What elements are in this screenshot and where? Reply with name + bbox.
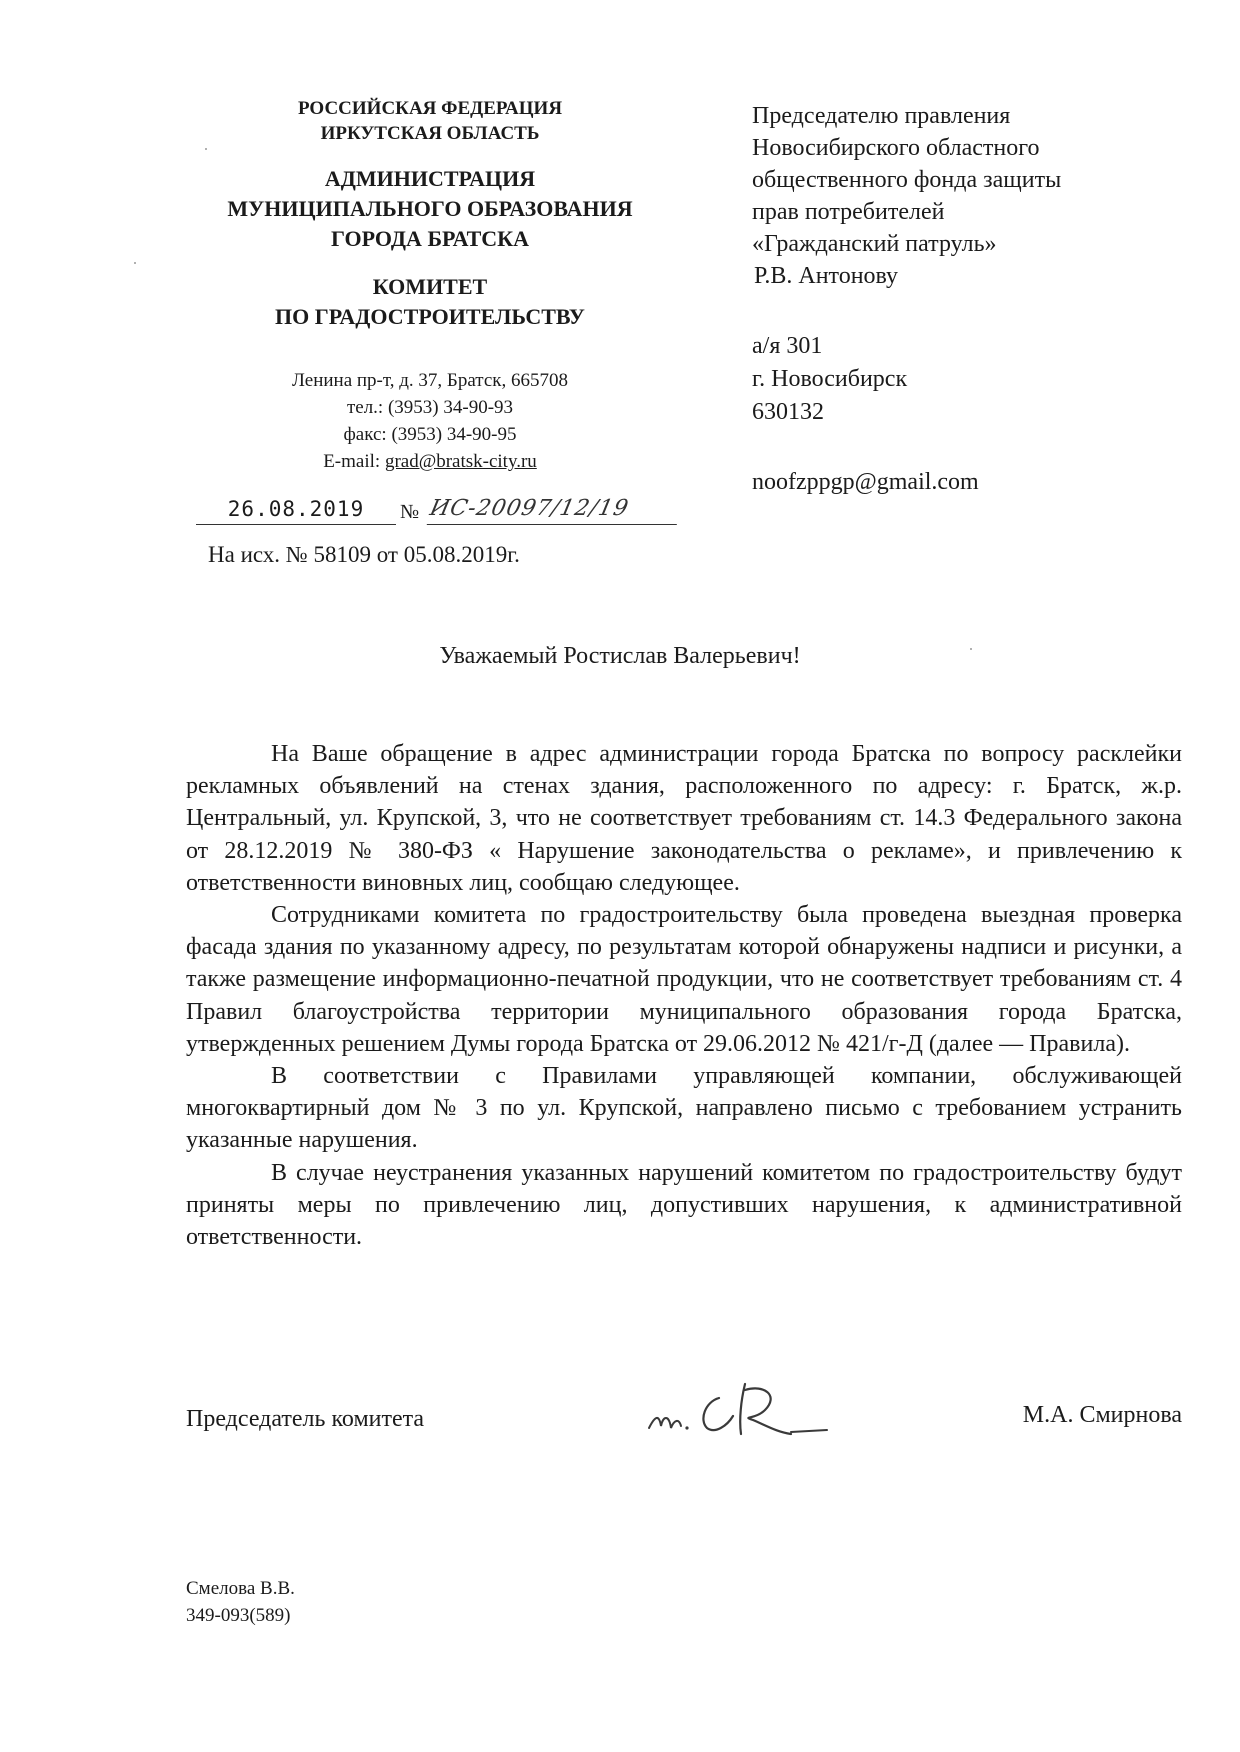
- scan-speck: [205, 148, 207, 150]
- addressee-line1: Председателю правления: [752, 103, 1011, 129]
- sender-country: РОССИЙСКАЯ ФЕДЕРАЦИЯ: [297, 98, 563, 119]
- sender-address: Ленина пр-т, д. 37, Братск, 665708: [292, 370, 568, 391]
- addressee-line2: Новосибирского областного: [752, 135, 1040, 161]
- addressee-block: [752, 100, 1061, 292]
- sender-admin-line3: ГОРОДА БРАТСКА: [331, 226, 529, 251]
- signature-row: [186, 1390, 1182, 1450]
- addressee-postcode: 630132: [752, 399, 824, 425]
- outgoing-reference: На исх. № 58109 от 05.08.2019г.: [208, 542, 520, 567]
- body-paragraph-4: В случае неустранения указанных нарушений комитетом по градостроительству будут приняты меры по привлечению лиц, допустивших нарушения, к административной ответственности.: [186, 1159, 1182, 1251]
- body-paragraph-2: Сотрудниками комитета по градостроительству была проведена выездная проверка фасада здания по указанному адресу, по результатам которой обнаружены надписи и рисунки, а также размещение информационно-печатной продукции, что не соответствует требованиям ст. 4 Правил благоустройства территории муниципального образования города Братска, утвержденных решением Думы города Братска от 29.06.2012 № 421/г-Д (далее — Правила).: [186, 902, 1182, 1057]
- registration-line: [196, 494, 686, 528]
- sender-fax: факс: (3953) 34-90-95: [343, 424, 517, 445]
- scan-speck: [970, 648, 972, 650]
- executor-block: [186, 1575, 295, 1629]
- addressee-line4: прав потребителей: [752, 199, 945, 225]
- signatory-name: М.А. Смирнова: [1022, 1402, 1182, 1428]
- sender-phone: тел.: (3953) 34-90-93: [346, 397, 514, 418]
- addressee-city: г. Новосибирск: [752, 366, 908, 392]
- addressee-po-box: а/я 301: [752, 333, 823, 359]
- sender-email-link[interactable]: grad@bratsk-city.ru: [384, 451, 537, 472]
- sender-region: ИРКУТСКАЯ ОБЛАСТЬ: [320, 123, 540, 144]
- registration-number-label: №: [400, 501, 420, 523]
- body-paragraph-3: В соответствии с Правилами управляющей компании, обслуживающей многоквартирный дом № 3 по ул. Крупской, направлено письмо с требованием устранить указанные нарушения.: [186, 1063, 1182, 1154]
- sender-committee-line2: ПО ГРАДОСТРОИТЕЛЬСТВУ: [275, 304, 585, 329]
- scan-speck: [134, 262, 136, 264]
- sender-admin-line2: МУНИЦИПАЛЬНОГО ОБРАЗОВАНИЯ: [227, 196, 633, 221]
- addressee-email[interactable]: noofzppgp@gmail.com: [752, 469, 979, 495]
- body-paragraph-1: На Ваше обращение в адрес администрации города Братска по вопросу расклейки рекламных объявлений на стенах здания, расположенного по адресу: г. Братск, ж.р. Центральный, ул. Крупской, 3, что не соответствует требованиям ст. 14.3 Федерального закона от 28.12.2019 № 380-ФЗ « Нарушение законодательства о рекламе», и привлечению к ответственности виновных лиц, сообщаю следующее.: [186, 741, 1182, 896]
- sender-block: [190, 96, 670, 332]
- signatory-position: Председатель комитета: [186, 1406, 425, 1432]
- executor-name: Смелова В.В.: [186, 1578, 295, 1599]
- registration-number: ИС-20097/12/19: [427, 494, 684, 525]
- greeting: Уважаемый Ростислав Валерьевич!: [439, 643, 801, 669]
- sender-email-line: [190, 448, 670, 475]
- executor-phone: 349-093(589): [186, 1605, 291, 1626]
- sender-contacts: [190, 367, 670, 475]
- addressee-line3: общественного фонда защиты: [752, 167, 1062, 193]
- letter-body: [186, 738, 1182, 1253]
- sender-admin-line1: АДМИНИСТРАЦИЯ: [324, 166, 536, 191]
- addressee-name: Р.В. Антонову: [754, 263, 899, 289]
- addressee-postal: [752, 330, 907, 429]
- addressee-line5: «Гражданский патруль»: [752, 231, 997, 257]
- registration-date: 26.08.2019: [196, 494, 396, 525]
- sender-committee-line1: КОМИТЕТ: [372, 274, 488, 299]
- sender-email-label: E-mail:: [323, 451, 385, 472]
- handwritten-signature: [641, 1376, 841, 1446]
